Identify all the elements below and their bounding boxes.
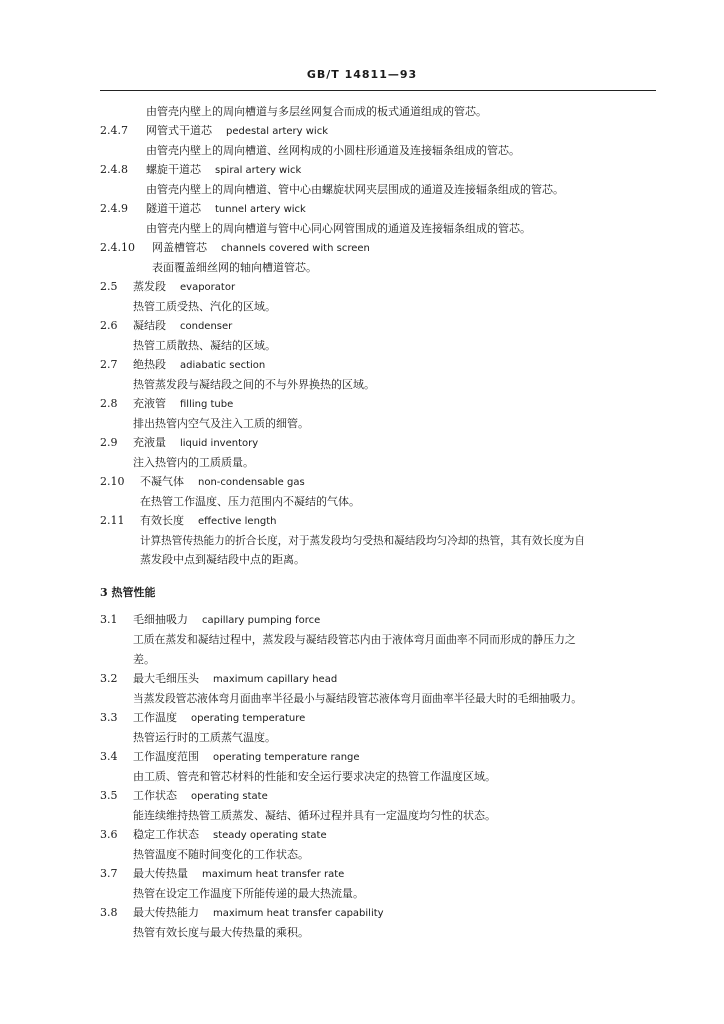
term-chinese: 不凝气体: [140, 475, 184, 488]
definition: 能连续维持热管工质蒸发、凝结、循环过程并具有一定温度均匀性的状态。: [133, 809, 496, 822]
definition: 热管运行时的工质蒸气温度。: [133, 731, 276, 744]
definition: 工质在蒸发和凝结过程中，蒸发段与凝结段管芯内由于液体弯月面曲率不同而形成的静压力之: [133, 633, 576, 646]
term-chinese: 凝结段: [133, 319, 166, 332]
term-english: operating temperature: [191, 713, 306, 724]
term-number: 3.4: [100, 750, 118, 763]
term-chinese: 螺旋干道芯: [146, 163, 201, 176]
term-english: filling tube: [180, 399, 234, 410]
definition: 热管工质散热、凝结的区域。: [133, 339, 276, 352]
term-number: 2.10: [100, 475, 125, 488]
term-english: capillary pumping force: [202, 615, 321, 626]
term-chinese: 蒸发段: [133, 280, 166, 293]
term-chinese: 隧道干道芯: [146, 202, 201, 215]
term-english: maximum capillary head: [213, 674, 338, 685]
definition-continued: 差。: [133, 653, 155, 666]
term-number: 2.4.7: [100, 124, 128, 137]
term-number: 2.4.10: [100, 241, 135, 254]
term-chinese: 工作状态: [133, 789, 177, 802]
header-rule: [100, 90, 656, 91]
term-chinese: 最大毛细压头: [133, 672, 199, 685]
definition: 排出热管内空气及注入工质的细管。: [133, 417, 309, 430]
term-number: 2.11: [100, 514, 125, 527]
term-english: maximum heat transfer rate: [202, 869, 345, 880]
term-chinese: 绝热段: [133, 358, 166, 371]
definition: 热管工质受热、汽化的区域。: [133, 300, 276, 313]
term-number: 2.4.8: [100, 163, 128, 176]
definition: 当蒸发段管芯液体弯月面曲率半径最小与凝结段管芯液体弯月面曲率半径最大时的毛细抽吸力。: [133, 692, 582, 705]
definition-continued: 蒸发段中点到凝结段中点的距离。: [140, 553, 305, 566]
term-number: 2.4.9: [100, 202, 128, 215]
term-number: 2.6: [100, 319, 118, 332]
term-english: spiral artery wick: [215, 165, 302, 176]
definition: 热管有效长度与最大传热量的乘积。: [133, 926, 309, 939]
term-number: 3.5: [100, 789, 118, 802]
term-english: channels covered with screen: [221, 243, 370, 254]
term-english: pedestal artery wick: [226, 126, 328, 137]
page-header: GB/T 14811—93: [306, 68, 418, 81]
definition: 由管壳内壁上的周向槽道、管中心由螺旋状网夹层围成的通道及连接辐条组成的管芯。: [146, 183, 564, 196]
term-english: operating temperature range: [213, 752, 360, 763]
term-english: operating state: [191, 791, 268, 802]
term-chinese: 网盖槽管芯: [152, 241, 207, 254]
term-chinese: 充液量: [133, 436, 166, 449]
term-english: tunnel artery wick: [215, 204, 306, 215]
term-english: adiabatic section: [180, 360, 266, 371]
term-english: steady operating state: [213, 830, 327, 841]
term-number: 3.8: [100, 906, 118, 919]
term-chinese: 毛细抽吸力: [133, 613, 188, 626]
term-english: effective length: [198, 516, 277, 527]
definition: 热管温度不随时间变化的工作状态。: [133, 848, 309, 861]
section-heading: 3 热管性能: [100, 586, 156, 599]
definition: 在热管工作温度、压力范围内不凝结的气体。: [140, 495, 360, 508]
term-english: condenser: [180, 321, 233, 332]
term-chinese: 工作温度范围: [133, 750, 199, 763]
term-number: 2.7: [100, 358, 118, 371]
term-chinese: 最大传热量: [133, 867, 188, 880]
term-chinese: 网管式干道芯: [146, 124, 212, 137]
term-number: 2.8: [100, 397, 118, 410]
definition: 热管在设定工作温度下所能传递的最大热流量。: [133, 887, 364, 900]
definition: 表面覆盖细丝网的轴向槽道管芯。: [152, 261, 317, 274]
term-chinese: 稳定工作状态: [133, 828, 199, 841]
definition: 热管蒸发段与凝结段之间的不与外界换热的区域。: [133, 378, 375, 391]
term-english: non-condensable gas: [198, 477, 305, 488]
term-number: 2.5: [100, 280, 118, 293]
definition: 由管壳内壁上的周向槽道与管中心同心网管围成的通道及连接辐条组成的管芯。: [146, 222, 531, 235]
definition: 由管壳内壁上的周向槽道与多层丝网复合而成的板式通道组成的管芯。: [146, 105, 487, 118]
term-english: maximum heat transfer capability: [213, 908, 384, 919]
definition: 由管壳内壁上的周向槽道、丝网构成的小圆柱形通道及连接辐条组成的管芯。: [146, 144, 520, 157]
definition: 注入热管内的工质质量。: [133, 456, 254, 469]
term-english: liquid inventory: [180, 438, 259, 449]
definition: 由工质、管壳和管芯材料的性能和安全运行要求决定的热管工作温度区域。: [133, 770, 496, 783]
term-number: 3.6: [100, 828, 118, 841]
term-number: 3.1: [100, 613, 118, 626]
term-number: 2.9: [100, 436, 118, 449]
term-chinese: 最大传热能力: [133, 906, 199, 919]
definition: 计算热管传热能力的折合长度，对于蒸发段均匀受热和凝结段均匀冷却的热管，其有效长度为自: [140, 535, 585, 547]
term-number: 3.2: [100, 672, 118, 685]
term-english: evaporator: [180, 282, 236, 293]
term-chinese: 充液管: [133, 397, 166, 410]
term-chinese: 有效长度: [140, 514, 184, 527]
term-chinese: 工作温度: [133, 711, 177, 724]
term-number: 3.3: [100, 711, 118, 724]
term-number: 3.7: [100, 867, 118, 880]
